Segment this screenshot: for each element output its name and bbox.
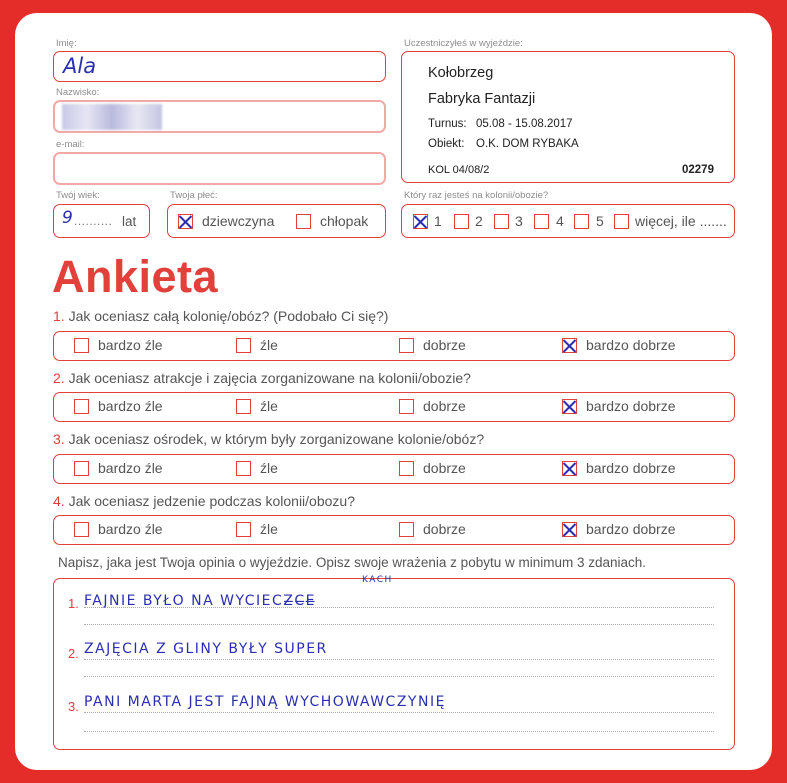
last-name-label: Nazwisko: — [56, 87, 100, 98]
opinion-line-3-num: 3. — [68, 699, 79, 714]
q2-dobrze-checkbox[interactable] — [399, 399, 414, 414]
opinion-rule-1b — [84, 624, 714, 625]
times-more-label: więcej, ile ....... — [635, 213, 727, 229]
age-dots: .......... — [74, 214, 113, 228]
age-unit: lat — [122, 214, 137, 229]
question-4-options — [53, 515, 735, 545]
times-1-label: 1 — [434, 213, 442, 229]
opinion-rule-1 — [84, 607, 714, 608]
q1-zle-checkbox[interactable] — [236, 338, 251, 353]
opinion-line-2-text: ZAJĘCIA Z GLINY BYŁY SUPER — [84, 641, 328, 657]
q2-bardzo-dobrze-checkbox[interactable] — [562, 399, 577, 414]
opinion-line-1-num: 1. — [68, 596, 79, 611]
first-name-value: Ala — [63, 54, 97, 78]
email-field[interactable] — [53, 152, 386, 185]
q4-bardzo-zle-label: bardzo źle — [98, 521, 163, 537]
opinion-rule-2b — [84, 676, 714, 677]
q4-dobrze-label: dobrze — [423, 521, 466, 537]
times-more-checkbox[interactable] — [614, 214, 629, 229]
email-label: e-mail: — [56, 139, 85, 150]
q4-zle-checkbox[interactable] — [236, 522, 251, 537]
q3-bardzo-zle-label: bardzo źle — [98, 460, 163, 476]
q4-bardzo-dobrze-label: bardzo dobrze — [586, 521, 676, 537]
times-3-checkbox[interactable] — [494, 214, 509, 229]
trip-label: Uczestniczyłeś w wyjeździe: — [404, 38, 523, 49]
question-3-text: 3. Jak oceniasz ośrodek, w którym były zorganizowane kolonie/obóz? — [53, 431, 485, 447]
opinion-line-2-num: 2. — [68, 646, 79, 661]
obiekt-value: O.K. DOM RYBAKA — [476, 138, 579, 150]
survey-title: Ankieta — [52, 251, 219, 302]
q3-dobrze-checkbox[interactable] — [399, 461, 414, 476]
trip-place: Kołobrzeg — [428, 65, 494, 81]
times-2-checkbox[interactable] — [454, 214, 469, 229]
age-field[interactable] — [53, 204, 150, 238]
question-1-text: 1. Jak oceniasz całą kolonię/obóz? (Podobało Ci się?) — [53, 308, 389, 324]
q2-bardzo-zle-label: bardzo źle — [98, 398, 163, 414]
q3-zle-checkbox[interactable] — [236, 461, 251, 476]
times-5-label: 5 — [596, 213, 604, 229]
q1-bardzo-zle-checkbox[interactable] — [74, 338, 89, 353]
obiekt-label: Obiekt: — [428, 138, 465, 150]
q4-bardzo-dobrze-checkbox[interactable] — [562, 522, 577, 537]
times-4-checkbox[interactable] — [534, 214, 549, 229]
opinion-rule-2 — [84, 659, 714, 660]
q2-zle-label: źle — [260, 398, 278, 414]
question-1-options — [53, 331, 735, 361]
opinion-line-1-correction: KACH — [362, 575, 393, 585]
gender-field — [167, 204, 386, 238]
q3-bardzo-zle-checkbox[interactable] — [74, 461, 89, 476]
q2-zle-checkbox[interactable] — [236, 399, 251, 414]
q1-dobrze-label: dobrze — [423, 337, 466, 353]
question-2-text: 2. Jak oceniasz atrakcje i zajęcia zorganizowane na kolonii/obozie? — [53, 370, 471, 386]
q4-dobrze-checkbox[interactable] — [399, 522, 414, 537]
times-field — [401, 204, 735, 238]
first-name-field[interactable] — [53, 51, 386, 82]
q4-bardzo-zle-checkbox[interactable] — [74, 522, 89, 537]
q1-zle-label: źle — [260, 337, 278, 353]
age-label: Twój wiek: — [56, 190, 100, 201]
times-1-checkbox[interactable] — [413, 214, 428, 229]
opinion-line-1-text: FAJNIE BYŁO NA WYCIECZ̶C̶E̶ — [84, 593, 316, 609]
q1-bardzo-dobrze-label: bardzo dobrze — [586, 337, 676, 353]
turnus-label: Turnus: — [428, 118, 467, 130]
trip-info-box — [401, 51, 735, 183]
question-2-options — [53, 392, 735, 422]
gender-label: Twoja płeć: — [170, 190, 218, 201]
turnus-value: 05.08 - 15.08.2017 — [476, 118, 573, 130]
q1-bardzo-zle-label: bardzo źle — [98, 337, 163, 353]
times-2-label: 2 — [475, 213, 483, 229]
first-name-label: Imię: — [56, 38, 77, 49]
q2-bardzo-zle-checkbox[interactable] — [74, 399, 89, 414]
age-value: 9 — [62, 208, 73, 228]
gender-boy-checkbox[interactable] — [296, 214, 311, 229]
q3-bardzo-dobrze-label: bardzo dobrze — [586, 460, 676, 476]
times-label: Który raz jesteś na kolonii/obozie? — [404, 190, 549, 201]
gender-girl-checkbox[interactable] — [178, 214, 193, 229]
times-3-label: 3 — [515, 213, 523, 229]
q3-zle-label: źle — [260, 460, 278, 476]
q4-zle-label: źle — [260, 521, 278, 537]
times-4-label: 4 — [556, 213, 564, 229]
q2-dobrze-label: dobrze — [423, 398, 466, 414]
trip-code: KOL 04/08/2 — [428, 164, 490, 176]
q3-dobrze-label: dobrze — [423, 460, 466, 476]
opinion-prompt: Napisz, jaka jest Twoja opinia o wyjeździe. Opisz swoje wrażenia z pobytu w minimum 3 zdaniach. — [58, 555, 647, 570]
question-3-options — [53, 454, 735, 484]
q2-bardzo-dobrze-label: bardzo dobrze — [586, 398, 676, 414]
q1-bardzo-dobrze-checkbox[interactable] — [562, 338, 577, 353]
q3-bardzo-dobrze-checkbox[interactable] — [562, 461, 577, 476]
times-5-checkbox[interactable] — [574, 214, 589, 229]
redacted-last-name — [62, 104, 162, 130]
opinion-rule-3 — [84, 712, 714, 713]
trip-number: 02279 — [682, 164, 714, 176]
opinion-line-3-text: PANI MARTA JEST FAJNĄ WYCHOWAWCZYNIĘ — [84, 694, 446, 710]
trip-name: Fabryka Fantazji — [428, 91, 536, 107]
q1-dobrze-checkbox[interactable] — [399, 338, 414, 353]
question-4-text: 4. Jak oceniasz jedzenie podczas kolonii/obozu? — [53, 493, 355, 509]
opinion-box[interactable] — [53, 575, 735, 750]
gender-boy-label: chłopak — [320, 213, 369, 229]
gender-girl-label: dziewczyna — [202, 213, 275, 229]
opinion-rule-3b — [84, 731, 714, 732]
